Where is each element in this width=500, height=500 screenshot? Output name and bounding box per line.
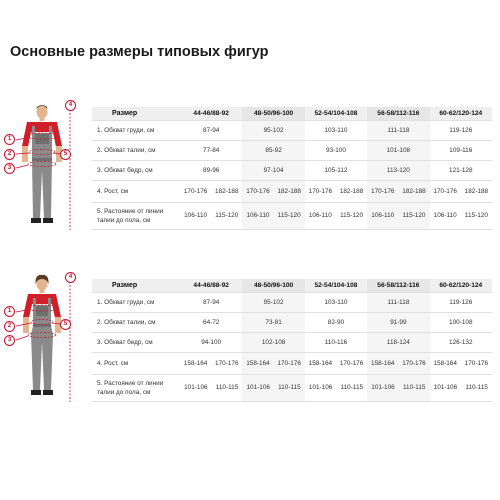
male-figure-panel: [0, 100, 90, 235]
table-cell: 103-110: [305, 292, 367, 312]
table-cell: 64-72: [180, 312, 242, 332]
row-label: 3. Обхват бедр, см: [92, 332, 180, 352]
table-cell: 110-115: [402, 384, 426, 391]
table-cell: 170-176: [183, 187, 208, 195]
row-label: 3. Обхват бедр, см: [92, 160, 180, 180]
table-cell: 118-124: [367, 332, 429, 352]
table-cell: 158-164: [371, 359, 395, 367]
table-cell: 170-176: [339, 359, 364, 367]
table-row: [92, 160, 492, 180]
size-header: 48-50/96-100: [242, 279, 304, 292]
table-cell: 182-188: [215, 187, 239, 195]
table-cell: 170-176: [308, 187, 333, 195]
table-cell: 115-120: [277, 212, 301, 219]
table-cell: 94-100: [180, 332, 242, 352]
table-cell: 106-110: [184, 212, 208, 219]
table-cell: 170-176: [371, 187, 395, 195]
size-header: 60-62/120-124: [430, 107, 492, 120]
table-cell: 110-115: [340, 384, 364, 391]
table-cell: 115-120: [402, 212, 426, 219]
size-column-header: Размер: [92, 107, 180, 120]
table-cell: 105-112: [305, 160, 367, 180]
table-cell: 91-99: [367, 312, 429, 332]
table-row: [92, 352, 492, 374]
table-cell: 87-94: [180, 120, 242, 140]
table-cell: 110-115: [215, 384, 239, 391]
row-label: 4. Рост, см: [92, 180, 180, 202]
size-header: 52-54/104-108: [305, 107, 367, 120]
waist-marker: 2: [4, 149, 15, 160]
table-cell: 77-84: [180, 140, 242, 160]
table-cell: 115-120: [215, 212, 239, 219]
table-cell: 73-81: [242, 312, 304, 332]
size-table-female: [92, 279, 492, 402]
table-cell: 170-176: [433, 187, 457, 195]
size-table-male: [92, 107, 492, 230]
table-cell: 110-115: [465, 384, 488, 391]
table-cell: 170-176: [215, 359, 239, 367]
table-row: [92, 312, 492, 332]
hips-marker: 3: [4, 163, 15, 174]
table-row: [92, 120, 492, 140]
table-cell: 101-106: [184, 384, 208, 391]
size-header: 52-54/104-108: [305, 279, 367, 292]
table-cell: 101-106: [308, 384, 333, 391]
table-cell: 87-94: [180, 292, 242, 312]
height-marker: 4: [65, 272, 76, 283]
chest-marker: 1: [4, 306, 15, 317]
table-cell: 102-108: [242, 332, 304, 352]
table-cell: 111-118: [367, 292, 429, 312]
table-cell: 121-128: [430, 160, 492, 180]
table-cell: 101-106: [246, 384, 270, 391]
table-cell: 106-110: [308, 212, 332, 219]
row-label: 2. Обхват талии, см: [92, 140, 180, 160]
table-cell: 170-176: [464, 359, 489, 367]
row-label: 5. Растояние от линии талии до пола, см: [92, 374, 180, 401]
table-row: [92, 374, 492, 401]
waist-to-floor-marker: 5: [60, 149, 71, 160]
table-cell: 158-164: [246, 359, 270, 367]
waist-to-floor-marker: 5: [60, 319, 71, 330]
table-header-row: [92, 107, 492, 120]
row-label: 1. Обхват груди, см: [92, 120, 180, 140]
table-row: [92, 332, 492, 352]
table-header-row: [92, 279, 492, 292]
row-label: 5. Растояние от линии талии до пола, см: [92, 202, 180, 229]
size-header: 48-50/96-100: [242, 107, 304, 120]
row-label: 2. Обхват талии, см: [92, 312, 180, 332]
hips-marker: 3: [4, 335, 15, 346]
table-row: [92, 180, 492, 202]
table-cell: 95-102: [242, 292, 304, 312]
table-cell: 182-188: [464, 187, 489, 195]
waist-marker: 2: [4, 321, 15, 332]
table-cell: 158-164: [183, 359, 208, 367]
table-cell: 101-108: [367, 140, 429, 160]
chest-marker: 1: [4, 134, 15, 145]
table-cell: 93-100: [305, 140, 367, 160]
table-cell: 170-176: [246, 187, 270, 195]
table-cell: 103-110: [305, 120, 367, 140]
table-cell: 101-106: [371, 384, 395, 391]
height-marker: 4: [65, 100, 76, 111]
table-cell: 110-115: [278, 384, 301, 391]
table-cell: 182-188: [402, 187, 426, 195]
row-label: 4. Рост, см: [92, 352, 180, 374]
table-cell: 111-118: [367, 120, 429, 140]
table-cell: 182-188: [277, 187, 301, 195]
table-cell: 100-108: [430, 312, 492, 332]
table-cell: 158-164: [433, 359, 457, 367]
table-cell: 109-116: [430, 140, 492, 160]
table-cell: 101-106: [433, 384, 458, 391]
table-cell: 89-96: [180, 160, 242, 180]
table-cell: 106-110: [246, 212, 270, 219]
size-header: 44-46/88-92: [180, 107, 242, 120]
table-cell: 115-120: [340, 212, 364, 219]
size-column-header: Размер: [92, 279, 180, 292]
table-cell: 119-126: [430, 120, 492, 140]
table-cell: 106-110: [433, 212, 457, 219]
table-cell: 170-176: [277, 359, 301, 367]
table-cell: 126-132: [430, 332, 492, 352]
table-row: [92, 140, 492, 160]
table-cell: 106-110: [371, 212, 395, 219]
table-cell: 85-92: [242, 140, 304, 160]
table-cell: 97-104: [242, 160, 304, 180]
table-cell: 182-188: [339, 187, 364, 195]
row-label: 1. Обхват груди, см: [92, 292, 180, 312]
page-title: Основные размеры типовых фигур: [10, 44, 269, 60]
table-cell: 115-120: [464, 212, 488, 219]
table-cell: 110-116: [305, 332, 367, 352]
size-header: 56-58/112-116: [367, 279, 429, 292]
table-row: [92, 202, 492, 229]
female-figure-panel: [0, 272, 90, 407]
table-cell: 158-164: [308, 359, 333, 367]
size-header: 60-62/120-124: [430, 279, 492, 292]
table-cell: 95-102: [242, 120, 304, 140]
size-header: 56-58/112-116: [367, 107, 429, 120]
table-cell: 82-90: [305, 312, 367, 332]
table-cell: 119-126: [430, 292, 492, 312]
table-cell: 170-176: [402, 359, 426, 367]
table-row: [92, 292, 492, 312]
table-cell: 113-120: [367, 160, 429, 180]
size-header: 44-46/88-92: [180, 279, 242, 292]
